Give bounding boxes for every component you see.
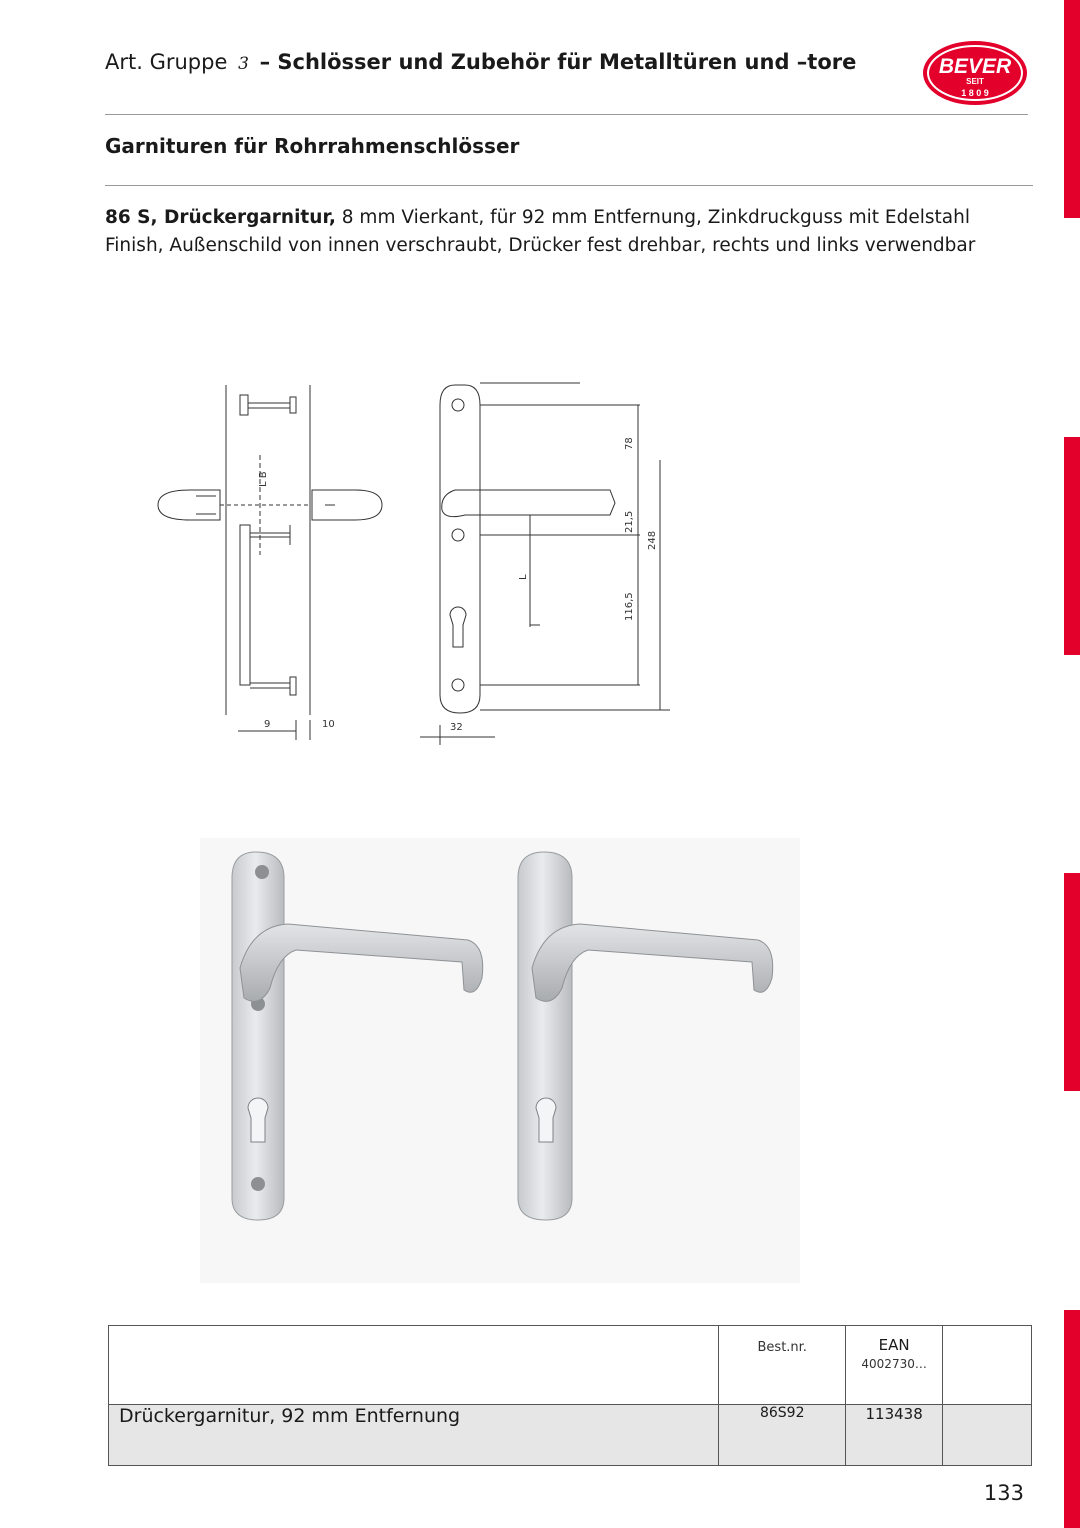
logo-seit: SEIT — [966, 77, 984, 86]
side-tab-2 — [1064, 437, 1080, 655]
header-description-cell — [109, 1326, 719, 1405]
group-label: Art. Gruppe — [105, 50, 228, 74]
logo-year: 1 8 0 9 — [961, 88, 989, 98]
dim-lb-label: L B — [258, 471, 269, 487]
row-extra-cell — [943, 1405, 1032, 1466]
product-name: 86 S, Drückergarnitur, — [105, 207, 336, 228]
group-number: 3 — [238, 54, 249, 74]
header-title: – Schlösser und Zubehör für Metalltüren und –tore — [259, 50, 857, 74]
technical-drawing — [150, 375, 690, 745]
page-header — [105, 50, 856, 74]
page-number: 133 — [983, 1481, 1024, 1505]
header-best-nr: Best.nr. — [719, 1326, 846, 1405]
header-ean-prefix: 4002730… — [861, 1357, 927, 1371]
dim-10-label: 10 — [322, 719, 335, 730]
header-extra-cell — [943, 1326, 1032, 1405]
order-table — [108, 1325, 1032, 1466]
bever-logo — [920, 38, 1030, 108]
row-best-nr: 86S92 — [719, 1405, 846, 1466]
table-row — [109, 1405, 1032, 1466]
product-text: 8 mm Vierkant, für 92 mm Entfernung, Zinkdruckguss mit Edelstahl Finish, Außenschild von innen verschraubt, Drücker fest drehbar, rechts und links verwendbar — [105, 207, 976, 256]
dim-21-5-label: 21,5 — [624, 510, 635, 533]
garnitur-right — [518, 852, 773, 1220]
dim-248-label: 248 — [647, 530, 658, 550]
dim-78-label: 78 — [624, 437, 635, 450]
dim-9-label: 9 — [264, 719, 271, 730]
garnitur-left — [232, 852, 483, 1220]
dim-116-5-label: 116,5 — [624, 592, 635, 621]
side-tab-1 — [1064, 0, 1080, 218]
section-title: Garnituren für Rohrrahmenschlösser — [105, 134, 520, 158]
side-tab-3 — [1064, 873, 1080, 1091]
header-ean-cell — [846, 1326, 943, 1405]
row-description: Drückergarnitur, 92 mm Entfernung — [109, 1405, 719, 1466]
product-description — [105, 204, 1005, 260]
table-header-row — [109, 1326, 1032, 1405]
section-rule — [105, 185, 1033, 186]
dim-l-label: L — [518, 574, 529, 580]
row-ean: 113438 — [846, 1405, 943, 1466]
logo-brand: BEVER — [938, 55, 1012, 78]
header-rule — [105, 114, 1028, 115]
header-ean: EAN — [878, 1336, 910, 1354]
side-tab-4 — [1064, 1310, 1080, 1528]
dim-32-label: 32 — [450, 722, 463, 733]
product-photo — [200, 838, 800, 1283]
